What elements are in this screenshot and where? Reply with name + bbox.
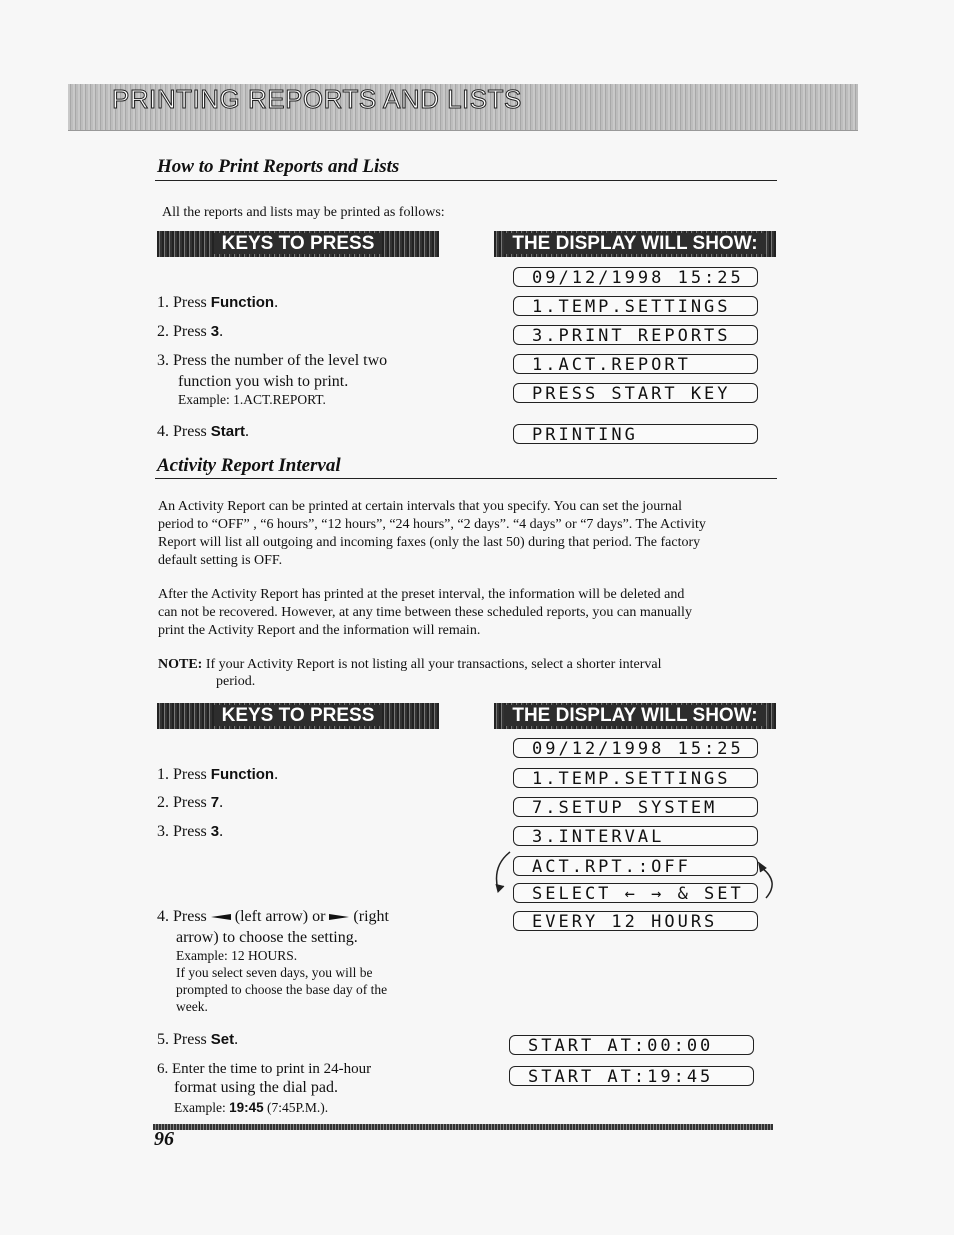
lcd-display-2: 1.TEMP.SETTINGS xyxy=(513,296,758,316)
step-3: 3. Press the number of the level two xyxy=(157,352,388,369)
step2-6: 6. Enter the time to print in 24-hour xyxy=(157,1061,372,1077)
section-title-print-reports: How to Print Reports and Lists xyxy=(157,156,400,177)
step2-6-example: Example: 19:45 (7:45P.M.). xyxy=(174,1100,329,1115)
step2-2: 2. Press 7. xyxy=(157,794,224,811)
step-2: 2. Press 3. xyxy=(157,323,224,340)
intro-text: All the reports and lists may be printed as follows: xyxy=(162,205,445,220)
footer-rule xyxy=(153,1124,773,1130)
step2-4-cont: arrow) to choose the setting. xyxy=(176,929,358,946)
step-3-cont: function you wish to print. xyxy=(178,373,349,390)
step-4: 4. Press Start. xyxy=(157,423,249,440)
left-arrow-icon xyxy=(211,914,231,920)
step2-6-cont: format using the dial pad. xyxy=(174,1079,338,1096)
step2-4: 4. Press (left arrow) or (right xyxy=(157,908,389,925)
step-3-example: Example: 1.ACT.REPORT. xyxy=(178,392,326,407)
lcd2-display-1: 09/12/1998 15:25 xyxy=(513,738,758,758)
display-will-show-header: THE DISPLAY WILL SHOW: xyxy=(494,231,776,257)
keys-to-press-header-2: KEYS TO PRESS xyxy=(157,703,439,729)
step2-4-example: Example: 12 HOURS. xyxy=(176,948,298,963)
lcd-display-1: 09/12/1998 15:25 xyxy=(513,267,758,287)
alternating-display-arrows-icon xyxy=(486,846,786,912)
step2-4-note: If you select seven days, you will be prompted to choose the base day of the week. xyxy=(176,965,388,1014)
section-rule xyxy=(155,180,777,181)
note: NOTE: If your Activity Report is not listing all your transactions, select a shorter interval xyxy=(158,657,662,672)
section-rule xyxy=(155,478,777,479)
lcd-display-5: PRESS START KEY xyxy=(513,383,758,403)
lcd-display-3: 3.PRINT REPORTS xyxy=(513,325,758,345)
lcd-display-4: 1.ACT.REPORT xyxy=(513,354,758,374)
paragraph-1: An Activity Report can be printed at certain intervals that you specify. You can set the journal period to “OFF” , “6 hours”, “12 hours”, “24 hours”, “2 days”. “4 days” or “7 days”. The Activity Report will list all outgoing and incoming faxes (only the last 50) during that period. The factory default setting is OFF. xyxy=(158,499,706,568)
step2-5: 5. Press Set. xyxy=(157,1031,239,1048)
step2-3: 3. Press 3. xyxy=(157,823,224,840)
lcd2-display-6: SELECT ← → & SET xyxy=(513,883,758,903)
lcd2-display-3: 7.SETUP SYSTEM xyxy=(513,797,758,817)
display-will-show-header-2: THE DISPLAY WILL SHOW: xyxy=(494,703,776,729)
lcd2-display-4: 3.INTERVAL xyxy=(513,826,758,846)
lcd2-display-2: 1.TEMP.SETTINGS xyxy=(513,768,758,788)
right-arrow-icon xyxy=(329,914,349,920)
lcd-display-6: PRINTING xyxy=(513,424,758,444)
keys-to-press-header: KEYS TO PRESS xyxy=(157,231,439,257)
lcd2-display-8: START AT:00:00 xyxy=(509,1035,754,1055)
lcd2-display-9: START AT:19:45 xyxy=(509,1066,754,1086)
lcd2-display-5: ACT.RPT.:OFF xyxy=(513,856,758,876)
page-title: PRINTING REPORTS AND LISTS xyxy=(112,84,522,114)
step2-1: 1. Press Function. xyxy=(157,766,279,783)
section-title-activity-interval: Activity Report Interval xyxy=(157,455,341,476)
lcd2-display-7: EVERY 12 HOURS xyxy=(513,911,758,931)
paragraph-2: After the Activity Report has printed at the preset interval, the information will be deleted and can not be recovered. However, at any time between these scheduled reports, you can manually print the Activity Report and the information will remain. xyxy=(158,587,692,638)
note-cont: period. xyxy=(216,674,256,689)
page-number: 96 xyxy=(154,1128,174,1150)
step-1: 1. Press Function. xyxy=(157,294,279,311)
